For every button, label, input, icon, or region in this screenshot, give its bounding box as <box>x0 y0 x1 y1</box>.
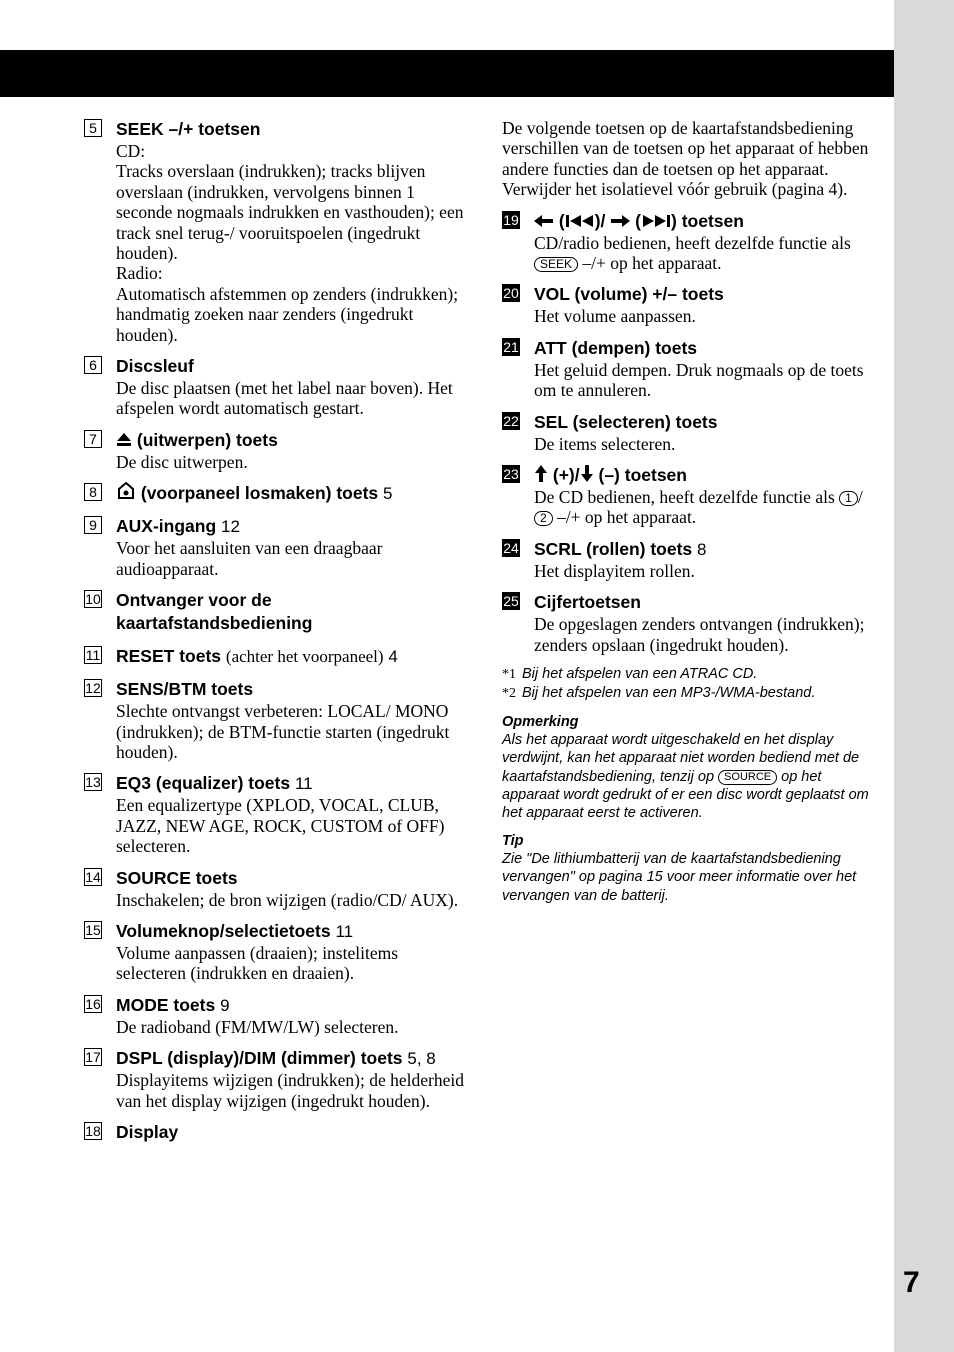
item-title: toetsen <box>681 210 744 231</box>
item-title: VOL (volume) +/– toets <box>534 284 724 305</box>
eject-icon <box>116 432 132 447</box>
item-text: De radioband (FM/MW/LW) selecteren. <box>116 1016 399 1037</box>
item-8 <box>84 482 464 505</box>
item-text: Inschakelen; de bron wijzigen (radio/CD/ AUX). <box>116 889 459 910</box>
page-ref: 8 <box>697 539 707 559</box>
tip-heading: Tip <box>502 833 524 850</box>
item-number: 18 <box>85 1122 101 1139</box>
item-25 <box>502 591 880 655</box>
note-text: Als het apparaat wordt uitgeschakeld en het display verdwijnt, kan het apparaat niet worden bediend met de kaartafstandsbediening, tenzij op SOURCE op het apparaat wordt gedrukt of er een disc wordt geplaatst om het apparaat eerst te activeren. <box>502 732 869 821</box>
source-button-label: SOURCE <box>718 770 777 785</box>
item-title-row: ( )/ ( ) toetsen <box>534 210 880 233</box>
item-title: Volumeknop/selectietoets <box>116 920 331 941</box>
item-title: RESET toets <box>116 646 222 667</box>
item-number: 19 <box>503 211 519 228</box>
item-number: 20 <box>503 285 519 302</box>
item-number: 16 <box>85 995 101 1012</box>
item-title-row <box>534 464 880 487</box>
item-title-row <box>116 772 464 795</box>
item-number: 6 <box>84 356 102 374</box>
release-panel-icon <box>116 482 136 500</box>
header-bar <box>0 50 894 97</box>
item-number: 11 <box>85 647 101 664</box>
left-column <box>84 118 464 1154</box>
previous-track-icon <box>565 214 595 228</box>
item-text: De CD bedienen, heeft dezelfde functie als 1 /2 –/+ op het apparaat. <box>534 487 863 528</box>
item-title-row <box>116 994 464 1017</box>
item-number: 25 <box>503 593 519 610</box>
item-15 <box>84 920 464 984</box>
item-title-row <box>116 429 464 452</box>
item-text: De items selecteren. <box>534 433 676 454</box>
item-5 <box>84 118 464 345</box>
note-heading: Opmerking <box>502 714 579 731</box>
item-title: SENS/BTM toets <box>116 679 254 700</box>
item-title: ATT (dempen) toets <box>534 337 698 358</box>
item-title: Ontvanger voor de kaartafstandsbediening <box>116 590 313 634</box>
item-text: De disc plaatsen (met het label naar boven). Het afspelen wordt automatisch gestart. <box>116 378 453 419</box>
item-title-row <box>116 645 464 668</box>
page-ref: 9 <box>220 995 230 1015</box>
arrow-left-icon <box>534 214 554 228</box>
item-title: MODE toets <box>116 994 216 1015</box>
item-text: Slechte ontvangst verbeteren: LOCAL/ MONO (indrukken); de BTM-functie starten (ingedrukt houden). <box>116 701 450 762</box>
item-number: 21 <box>503 338 519 355</box>
item-19 <box>502 210 880 274</box>
item-text: Het geluid dempen. Druk nogmaals op de toets om te annuleren. <box>534 359 864 401</box>
item-title: (+)/ (–) toetsen <box>552 465 687 486</box>
item-text: Voor het aansluiten van een draagbaar audioapparaat. <box>116 538 383 579</box>
tip-text: Zie "De lithiumbatterij van de kaartafstandsbediening vervangen" op pagina 15 voor meer informatie over het vervangen van de batterij. <box>502 851 857 904</box>
item-16 <box>84 994 464 1037</box>
item-text: CD: <box>116 141 146 161</box>
item-title: Display <box>116 1121 179 1142</box>
item-text: De opgeslagen zenders ontvangen (indrukken); zenders opslaan (ingedrukt houden). <box>534 614 865 655</box>
arrow-down-icon <box>580 465 594 482</box>
item-text: Tracks overslaan (indrukken); tracks blijven overslaan (indrukken, vervolgens binnen 1 seconde nogmaals indrukken en vasthouden); een track snel terug-/ vooruitspoelen (ingedrukt houden). <box>116 161 464 264</box>
item-title: AUX-ingang <box>116 516 217 537</box>
item-12 <box>84 678 464 762</box>
item-number: 24 <box>503 539 519 556</box>
page-ref: 11 <box>335 921 354 941</box>
item-17 <box>84 1047 464 1111</box>
item-title: EQ3 (equalizer) toets <box>116 773 291 794</box>
item-text: Radio: <box>116 263 163 284</box>
item-title: SEEK –/+ toetsen <box>116 119 261 139</box>
page-ref: 4 <box>388 647 398 667</box>
item-10 <box>84 589 464 635</box>
item-23 <box>502 464 880 528</box>
item-title: SCRL (rollen) toets <box>534 538 693 559</box>
item-number: 12 <box>85 680 101 697</box>
item-text: CD/radio bedienen, heeft dezelfde functie als SEEK –/+ op het apparaat. <box>534 232 851 274</box>
right-column <box>502 118 880 905</box>
item-title: (uitwerpen) toets <box>136 429 278 450</box>
arrow-right-icon <box>610 214 630 228</box>
item-6 <box>84 355 464 419</box>
item-title-row <box>116 515 464 538</box>
item-number: 7 <box>84 430 102 448</box>
item-text: Volume aanpassen (draaien); instelitems selecteren (indrukken en draaien). <box>116 942 399 984</box>
item-title: DSPL (display)/DIM (dimmer) toets <box>116 1048 403 1069</box>
item-18 <box>84 1121 464 1144</box>
item-11 <box>84 645 464 668</box>
item-title-row <box>116 920 464 943</box>
item-20 <box>502 283 880 326</box>
seek-button-label: SEEK <box>534 257 578 272</box>
item-21 <box>502 337 880 401</box>
item-number: 13 <box>85 774 101 791</box>
item-13 <box>84 772 464 856</box>
page-side-tab <box>894 0 954 1352</box>
page-ref: 11 <box>294 774 313 794</box>
item-number: 8 <box>84 483 102 501</box>
page-ref: 12 <box>221 517 240 537</box>
item-title: Discsleuf <box>116 356 194 377</box>
item-title-row <box>116 482 464 505</box>
item-9 <box>84 515 464 579</box>
item-title-row <box>534 538 880 561</box>
item-number: 22 <box>503 412 519 429</box>
page-number: 7 <box>903 1266 920 1299</box>
page-ref: 5, 8 <box>407 1049 436 1069</box>
item-text: Het displayitem rollen. <box>534 560 695 581</box>
item-text: Het volume aanpassen. <box>534 306 696 327</box>
item-number: 5 <box>84 119 102 137</box>
footnote: *2 Bij het afspelen van een MP3-/WMA-bestand. <box>502 685 816 702</box>
item-text: De disc uitwerpen. <box>116 451 248 472</box>
item-text: Automatisch afstemmen op zenders (indrukken); handmatig zoeken naar zenders (ingedrukt houden). <box>116 283 459 345</box>
item-14 <box>84 867 464 910</box>
item-title: Cijfertoetsen <box>534 592 641 613</box>
button-1-label: 1 <box>839 491 858 506</box>
item-text: Displayitems wijzigen (indrukken); de helderheid van het display wijzigen (ingedrukt houden). <box>116 1070 464 1111</box>
item-title: (voorpaneel losmaken) toets <box>140 483 379 504</box>
item-number: 10 <box>85 591 101 608</box>
item-7 <box>84 429 464 472</box>
item-number: 9 <box>84 516 102 534</box>
arrow-up-icon <box>534 465 548 482</box>
item-text: Een equalizertype (XPLOD, VOCAL, CLUB, JAZZ, NEW AGE, ROCK, CUSTOM of OFF) selecteren. <box>116 795 445 857</box>
item-number: 15 <box>85 921 101 938</box>
page-ref: 5 <box>383 484 393 504</box>
item-number: 23 <box>503 466 519 483</box>
item-subtitle: (achter het voorpaneel) <box>225 647 384 667</box>
item-24 <box>502 538 880 581</box>
item-number: 14 <box>85 868 101 885</box>
button-2-label: 2 <box>534 511 553 526</box>
item-title: SOURCE toets <box>116 867 238 888</box>
item-number: 17 <box>85 1049 101 1066</box>
item-title-row <box>116 1047 464 1070</box>
intro-paragraph: De volgende toetsen op de kaartafstandsbediening verschillen van de toetsen op het apparaat of hebben andere functies dan de toetsen op het apparaat. Verwijder het isolatievel vóór gebruik (pagina 4). <box>502 118 869 200</box>
next-track-icon <box>641 214 671 228</box>
item-22 <box>502 411 880 454</box>
item-title: SEL (selecteren) toets <box>534 411 718 432</box>
footnote: *1 Bij het afspelen van een ATRAC CD. <box>502 666 758 683</box>
